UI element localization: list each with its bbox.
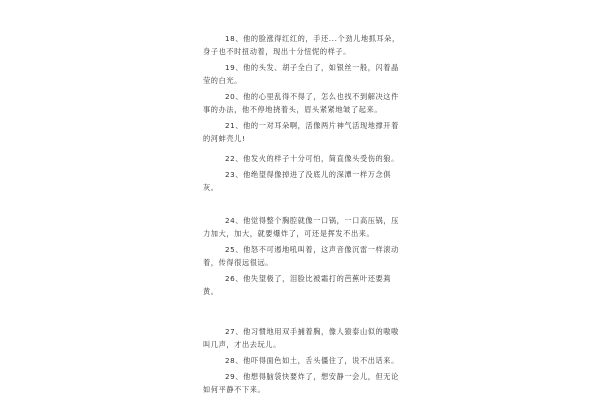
document-body (203, 32, 403, 396)
paragraph-20: 20、他的心里乱得不得了，怎么也找不到解决这件事的办法，他不停地挠着头，眉头紧紧地皱了起来。 (203, 92, 399, 114)
paragraph-29: 29、他想得脑袋快要炸了，想安静一会儿，但无论如何平静不下来。 (203, 372, 399, 394)
paragraph-25: 25、他怒不可遏地吼叫着，这声音像沉雷一样滚动着，传得很远很远。 (203, 245, 399, 267)
paragraph-21: 21、他的一对耳朵啊，活像两片神气活现地撑开着的河蚌壳儿! (203, 121, 399, 143)
paragraph-23: 23、他绝望得像掉进了没底儿的深潭一样万念俱灰。 (203, 170, 392, 192)
paragraph-26: 26、他失望极了，泪脸比被霜打的芭蕉叶还要蔫黄。 (203, 274, 392, 296)
paragraph-28: 28、他吓得面色如土，舌头僵住了，说不出话来。 (225, 356, 399, 365)
paragraph-18: 18、他的脸涨得红红的，手还...个劲儿地抓耳朵，身子也不时扭动着，现出十分忸怩的样子。 (203, 34, 400, 56)
paragraph-19: 19、他的头发、胡子全白了，如银丝一般，闪着晶莹的白光。 (203, 63, 399, 85)
paragraph-22: 22、他发火的样子十分可怕，简直像头受伤的狼。 (225, 154, 399, 163)
paragraph-27: 27、他习惯地用双手捕着胸，像人猿泰山似的嗷嗷叫几声，才出去玩儿。 (203, 327, 399, 349)
paragraph-24: 24、他觉得整个胸腔就像一口锅，一口高压锅，压力加大，加大，就要爆炸了，可还是挥发不出来。 (203, 216, 399, 238)
